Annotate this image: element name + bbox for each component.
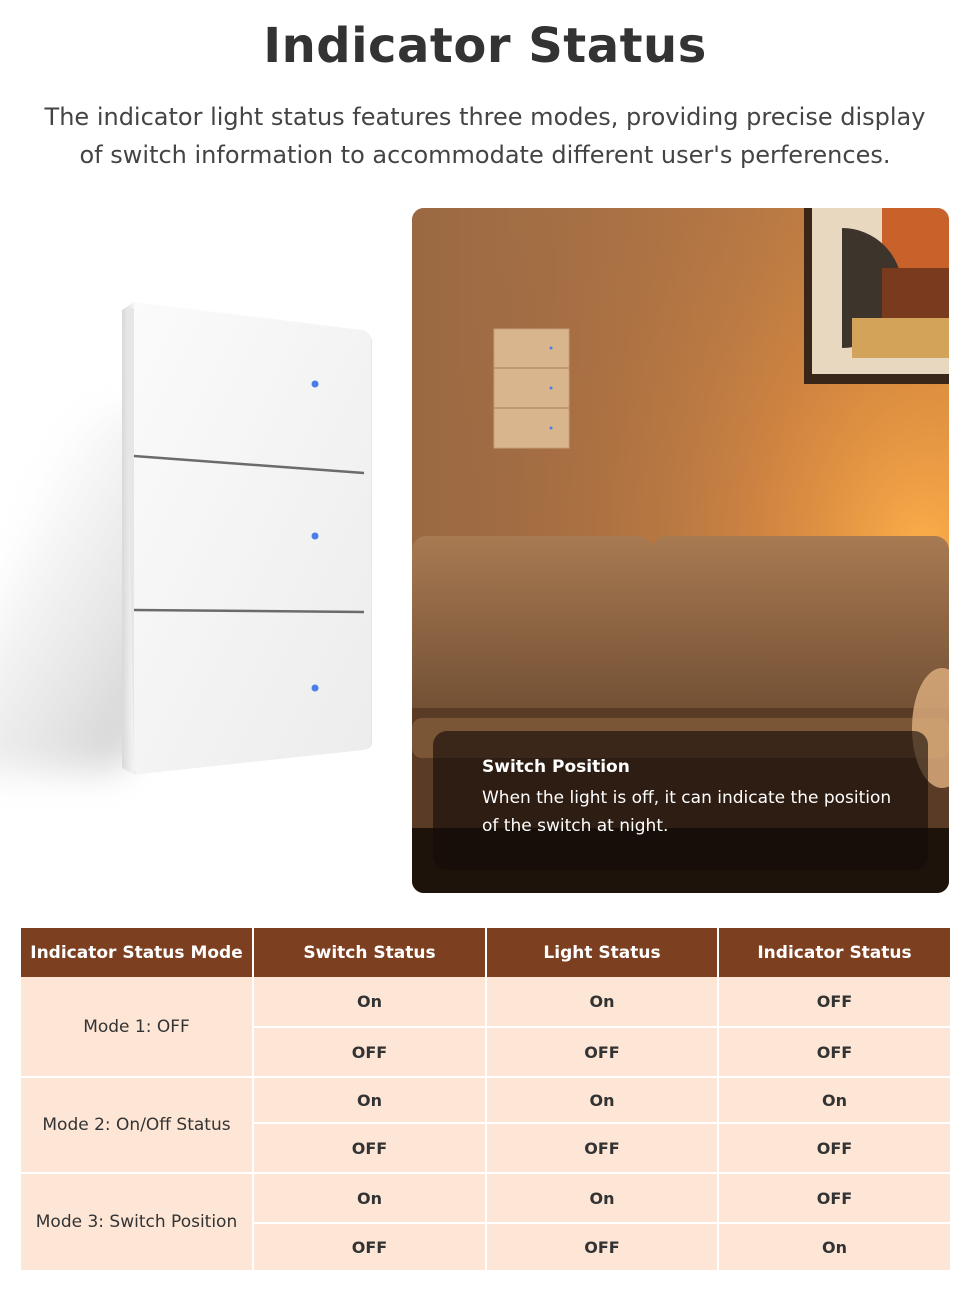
indicator-cell: OFF [718,1123,950,1173]
header-light-status: Light Status [486,928,718,977]
mode-cell: Mode 3: Switch Position [21,1173,253,1271]
table-row [21,977,950,1027]
indicator-cell: OFF [718,1173,950,1223]
indicator-cell: On [718,1077,950,1123]
light-cell: OFF [486,1027,718,1077]
switch-cell: OFF [253,1223,486,1271]
switch-panel-illustration [0,290,400,790]
led-dot-3 [312,685,319,692]
switch-cell: On [253,1077,486,1123]
mode-cell: Mode 2: On/Off Status [21,1077,253,1173]
light-cell: OFF [486,1223,718,1271]
switch-product-image [0,290,400,790]
mode-cell: Mode 1: OFF [21,977,253,1077]
page-title: Indicator Status [263,18,707,74]
switch-cell: On [253,1173,486,1223]
indicator-cell: OFF [718,977,950,1027]
table-row [21,1077,950,1123]
indicator-cell: OFF [718,1027,950,1077]
header-mode: Indicator Status Mode [21,928,253,977]
table-header-row [21,928,950,977]
page-subtitle: The indicator light status features three modes, providing precise display of switch information to accommodate different user's perferences. [44,103,926,169]
switch-cell: OFF [253,1123,486,1173]
light-cell: On [486,1077,718,1123]
header-switch-status: Switch Status [253,928,486,977]
caption-text: When the light is off, it can indicate the position of the switch at night. [482,788,892,836]
caption-box [433,731,928,870]
led-dot-1 [312,381,319,388]
light-cell: On [486,1173,718,1223]
table-row [21,1173,950,1223]
switch-cell: OFF [253,1027,486,1077]
header-indicator-status: Indicator Status [718,928,950,977]
led-dot-2 [312,533,319,540]
light-cell: OFF [486,1123,718,1173]
light-cell: On [486,977,718,1027]
indicator-cell: On [718,1223,950,1271]
indicator-status-table [21,928,950,1272]
caption-title: Switch Position [482,757,630,777]
switch-cell: On [253,977,486,1027]
